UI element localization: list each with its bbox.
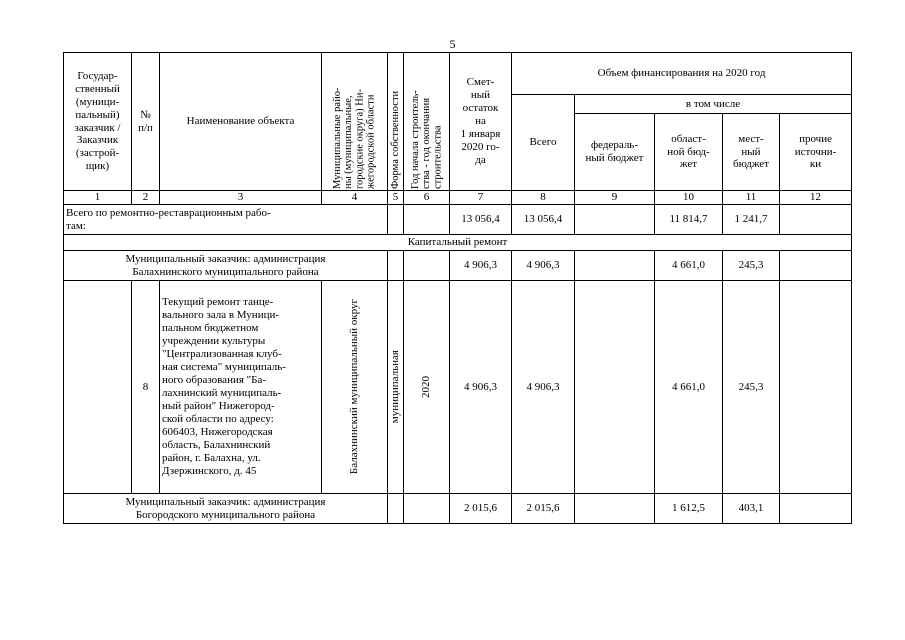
- col-number: 8: [512, 191, 575, 205]
- header-including: в том числе: [575, 95, 852, 114]
- customer-total: 4 906,3: [512, 251, 575, 281]
- page-number: 5: [449, 37, 456, 51]
- header-no: № п/п: [132, 53, 160, 191]
- customer-label: Муниципальный заказчик: администрация Балахнинского муниципального района: [64, 251, 388, 281]
- customer-total: 2 015,6: [512, 494, 575, 524]
- header-total: Всего: [512, 95, 575, 191]
- total-regional: 11 814,7: [655, 205, 723, 235]
- header-years: Год начала строитель- ства - год окончания строительства: [404, 53, 450, 191]
- col-number: 9: [575, 191, 655, 205]
- col-number: 3: [160, 191, 322, 205]
- item-number: 8: [132, 281, 160, 494]
- customer-local: 403,1: [723, 494, 780, 524]
- col-number: 12: [780, 191, 852, 205]
- col-number: 6: [404, 191, 450, 205]
- total-local: 1 241,7: [723, 205, 780, 235]
- col-number: 7: [450, 191, 512, 205]
- section-title: Капитальный ремонт: [64, 235, 852, 251]
- header-object-name: Наименование объекта: [160, 53, 322, 191]
- header-other: прочие источни- ки: [780, 114, 852, 191]
- header-funding: Объем финансирования на 2020 год: [512, 53, 852, 95]
- col-number: 11: [723, 191, 780, 205]
- customer-regional: 1 612,5: [655, 494, 723, 524]
- header-regional: област- ной бюд- жет: [655, 114, 723, 191]
- total-sum: 13 056,4: [512, 205, 575, 235]
- item-ownership: муниципальная: [388, 281, 404, 494]
- col-number: 2: [132, 191, 160, 205]
- col-number: 5: [388, 191, 404, 205]
- customer-label: Муниципальный заказчик: администрация Богородского муниципального района: [64, 494, 388, 524]
- financing-table: [63, 52, 852, 524]
- header-municipality: Муниципальные райо- ны (муниципальные, городские округа) Ни- жегородской области: [322, 53, 388, 191]
- item-name: Текущий ремонт танце- вального зала в Муници- пальном бюджетном учреждении культуры "Централизованная клуб- ная система" муниципаль- ного образования "Ба- лахнинский муниципаль- ный район" Нижегород- ской области по адресу: 606403, Нижегородская область, Балахнинский район, г. Балахна, ул. Дзержинского, д. 45: [160, 281, 322, 494]
- item-total: 4 906,3: [512, 281, 575, 494]
- header-customer: Государ- ственный (муници- пальный) заказчик / Заказчик (застрой- щик): [64, 53, 132, 191]
- customer-local: 245,3: [723, 251, 780, 281]
- total-row-label: Всего по ремонтно-реставрационным рабо- там:: [64, 205, 388, 235]
- customer-remainder: 4 906,3: [450, 251, 512, 281]
- item-remainder: 4 906,3: [450, 281, 512, 494]
- header-local: мест- ный бюджет: [723, 114, 780, 191]
- customer-remainder: 2 015,6: [450, 494, 512, 524]
- col-number: 4: [322, 191, 388, 205]
- col-number: 1: [64, 191, 132, 205]
- header-federal: федераль- ный бюджет: [575, 114, 655, 191]
- customer-regional: 4 661,0: [655, 251, 723, 281]
- col-number: 10: [655, 191, 723, 205]
- item-regional: 4 661,0: [655, 281, 723, 494]
- header-ownership: Форма собственности: [388, 53, 404, 191]
- header-remainder: Смет- ный остаток на 1 января 2020 го- да: [450, 53, 512, 191]
- item-local: 245,3: [723, 281, 780, 494]
- total-remainder: 13 056,4: [450, 205, 512, 235]
- item-municipality: Балахнинский муниципальный округ: [322, 281, 388, 494]
- item-year: 2020: [404, 281, 450, 494]
